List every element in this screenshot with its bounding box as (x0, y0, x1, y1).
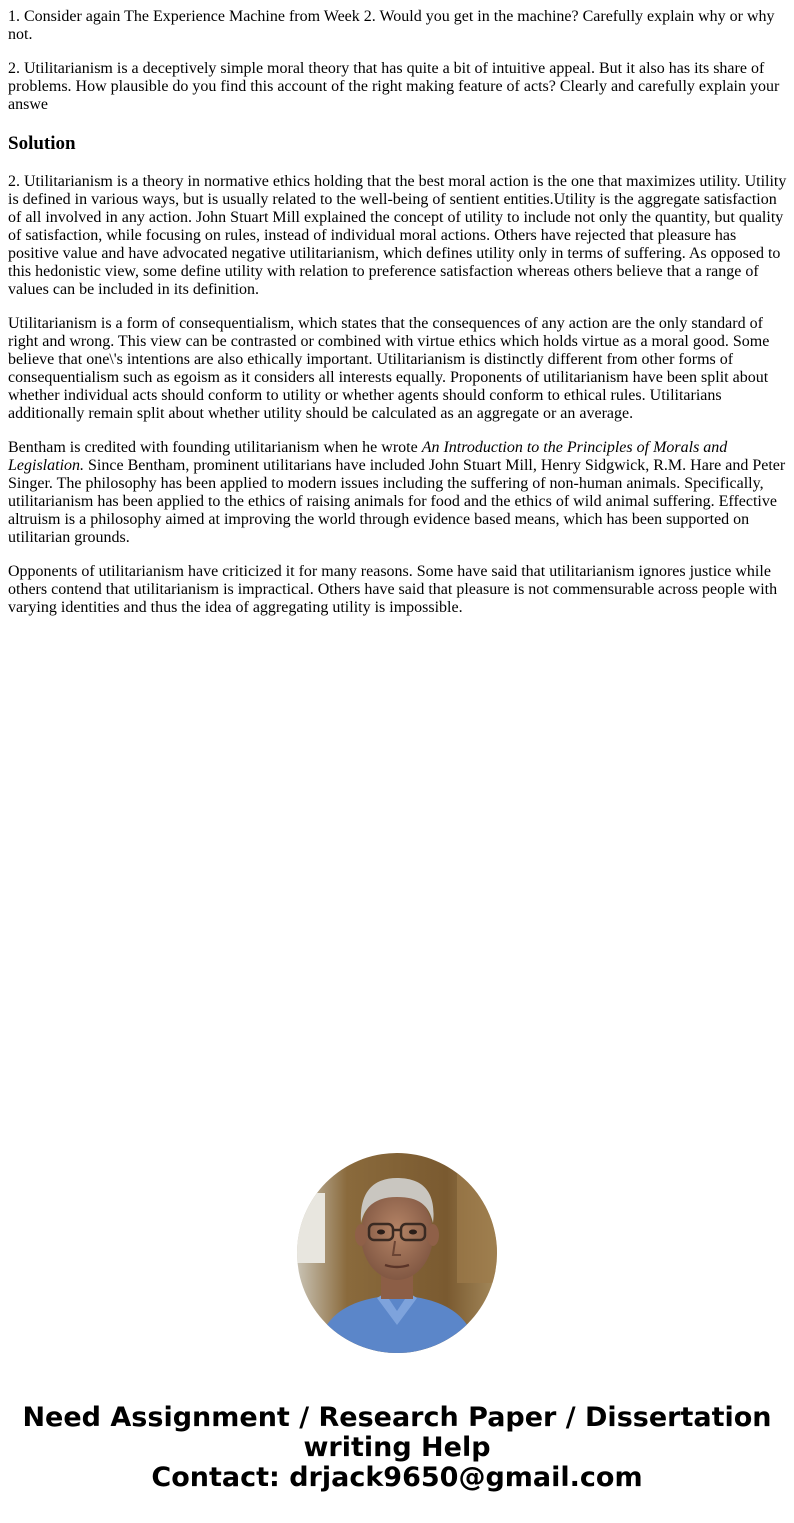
solution-heading: Solution (8, 133, 76, 154)
promo-contact: Contact: drjack9650@gmail.com (151, 1462, 643, 1493)
solution-paragraph-3-text-b: Since Bentham, prominent utilitarians have included John Stuart Mill, Henry Sidgwick, R.M. Hare and Peter Singer. The philosophy has been applied to modern issues including the suffering of non-human animals. Specifically, utilitarianism has been applied to the ethics of raising animals for food and the ethics of wild animal suffering. Effective altruism is a philosophy aimed at improving the world through evidence based means, which has been supported on utilitarian grounds. (8, 457, 786, 546)
avatar-portrait-image (297, 1153, 497, 1353)
promo-line-2: writing Help (303, 1432, 491, 1463)
promo-banner (0, 1403, 794, 1493)
solution-paragraph-3-text-a: Bentham is credited with founding utilitarianism when he wrote (8, 439, 422, 456)
solution-paragraph-2: Utilitarianism is a form of consequentialism, which states that the consequences of any action are the only standard of right and wrong. This view can be contrasted or combined with virtue ethics which holds virtue as a moral good. Some believe that one\'s intentions are also ethically important. Utilitarianism is distinctly different from other forms of consequentialism such as egoism as it considers all interests equally. Proponents of utilitarianism have been split about whether individual acts should conform to utility or whether agents should conform to ethical rules. Utilitarians additionally remain split about whether utility should be calculated as an aggregate or an average. (8, 315, 770, 422)
solution-paragraph-3 (8, 439, 787, 547)
question-2: 2. Utilitarianism is a deceptively simple moral theory that has quite a bit of intuitive appeal. But it also has its share of problems. How plausible do you find this account of the right making feature of acts? Clearly and carefully explain your answe (8, 60, 780, 113)
promo-line-1: Need Assignment / Research Paper / Dissertation (22, 1402, 772, 1433)
document-body (8, 8, 787, 633)
solution-paragraph-1: 2. Utilitarianism is a theory in normative ethics holding that the best moral action is the one that maximizes utility. Utility is defined in various ways, but is usually related to the well-being of sentient entities.Utility is the aggregate satisfaction of all involved in any action. John Stuart Mill explained the concept of utility to include not only the quantity, but quality of satisfaction, while focusing on rules, instead of individual moral actions. Others have rejected that pleasure has positive value and have advocated negative utilitarianism, which defines utility only in terms of suffering. As opposed to this hedonistic view, some define utility with relation to preference satisfaction whereas others believe that a range of values can be included in its definition. (8, 173, 787, 298)
solution-paragraph-4: Opponents of utilitarianism have criticized it for many reasons. Some have said that utilitarianism ignores justice while others contend that utilitarianism is impractical. Others have said that pleasure is not commensurable across people with varying identities and thus the idea of aggregating utility is impossible. (8, 563, 778, 616)
avatar (297, 1153, 497, 1353)
book-title: An Introduction to the Principles of Morals and Legislation. (8, 439, 728, 474)
question-1: 1. Consider again The Experience Machine from Week 2. Would you get in the machine? Carefully explain why or why not. (8, 8, 775, 43)
